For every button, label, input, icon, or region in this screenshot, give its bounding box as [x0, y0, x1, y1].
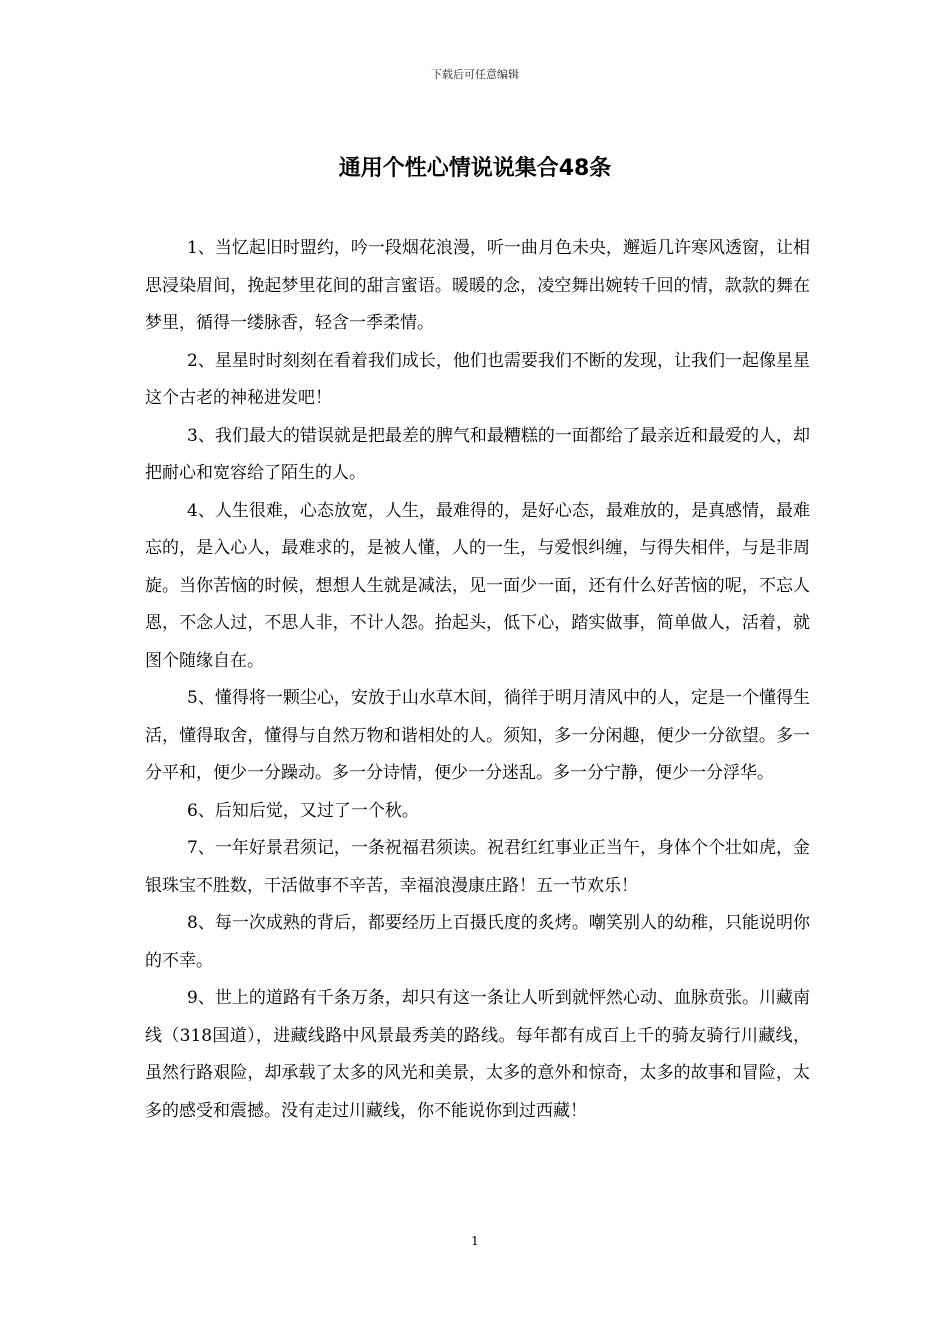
list-item-6: 6、后知后觉，又过了一个秋。	[187, 800, 419, 821]
list-item-3: 3、我们最大的错误就是把最差的脾气和最糟糕的一面都给了最亲近和最爱的人，却把耐心和宽容给了陌生的人。	[145, 425, 810, 483]
list-item-1: 1、当忆起旧时盟约，吟一段烟花浪漫，听一曲月色未央，邂逅几许寒风透窗，让相思浸染眉间，挽起梦里花间的甜言蜜语。暖暖的念，凌空舞出婉转千回的情，款款的舞在梦里，循得一缕脉香，轻含一季柔情。	[145, 238, 810, 333]
document-body	[145, 230, 810, 1130]
header-note: 下载后可任意编辑	[431, 68, 519, 81]
document-title: 通用个性心情说说集合48条	[338, 156, 612, 181]
list-item-9: 9、世上的道路有千条万条，却只有这一条让人听到就怦然心动、血脉贲张。川藏南线（318国道），进藏线路中风景最秀美的路线。每年都有成百上千的骑友骑行川藏线，虽然行路艰险，却承载了太多的风光和美景，太多的意外和惊奇，太多的故事和冒险，太多的感受和震撼。没有走过川藏线，你不能说你到过西藏！	[145, 988, 810, 1121]
list-item-8: 8、每一次成熟的背后，都要经历上百摄氏度的炙烤。嘲笑别人的幼稚，只能说明你的不幸。	[145, 913, 810, 971]
page-number: 1	[471, 1234, 479, 1248]
list-item-7: 7、一年好景君须记，一条祝福君须读。祝君红红事业正当午，身体个个壮如虎，金银珠宝不胜数，干活做事不辛苦，幸福浪漫康庄路！五一节欢乐！	[145, 838, 810, 896]
list-item-2: 2、星星时时刻刻在看着我们成长，他们也需要我们不断的发现，让我们一起像星星这个古老的神秘进发吧！	[145, 350, 810, 408]
list-item-5: 5、懂得将一颗尘心，安放于山水草木间，徜徉于明月清风中的人，定是一个懂得生活，懂得取舍，懂得与自然万物和谐相处的人。须知，多一分闲趣，便少一分欲望。多一分平和，便少一分躁动。多一分诗情，便少一分迷乱。多一分宁静，便少一分浮华。	[145, 688, 810, 783]
list-item-4: 4、人生很难，心态放宽，人生，最难得的，是好心态，最难放的，是真感情，最难忘的，是入心人，最难求的，是被人懂，人的一生，与爱恨纠缠，与得失相伴，与是非周旋。当你苦恼的时候，想想人生就是减法，见一面少一面，还有什么好苦恼的呢，不忘人恩，不念人过，不思人非，不计人怨。抬起头，低下心，踏实做事，简单做人，活着，就图个随缘自在。	[145, 500, 810, 671]
